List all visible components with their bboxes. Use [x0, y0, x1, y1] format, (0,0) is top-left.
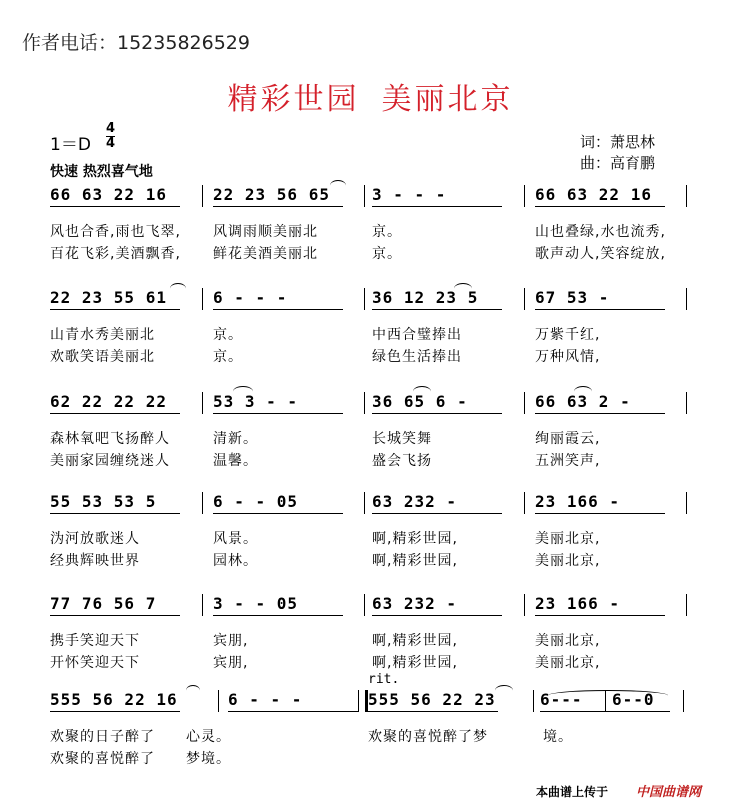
barline: [364, 392, 365, 414]
barline: [686, 288, 687, 310]
measure-notes: 6--0: [612, 690, 655, 709]
measure-notes: 62 22 22 22: [50, 392, 167, 411]
barline: [524, 492, 525, 514]
barline: [364, 594, 365, 616]
lyric-verse-1: 风调雨顺美丽北: [213, 224, 318, 240]
slur-mark: [454, 283, 472, 294]
lyric-verse-1: 山青水秀美丽北: [50, 327, 155, 343]
lyric-verse-1: 沩河放歌迷人: [50, 531, 140, 547]
beam-underline: [368, 711, 498, 712]
barline: [524, 594, 525, 616]
beam-underline: [535, 513, 665, 514]
beam-underline: [50, 513, 180, 514]
composer: 曲：高育鹏: [580, 154, 656, 172]
beam-underline: [50, 711, 180, 712]
measure-notes: 23 166 -: [535, 492, 621, 511]
tempo-marking: 快速 热烈喜气地: [50, 164, 153, 180]
lyric-verse-2: 梦境。: [186, 751, 231, 767]
barline: [364, 288, 365, 310]
lyric-verse-2: 欢歌笑语美丽北: [50, 349, 155, 365]
lyric-verse-1: 美丽北京,: [535, 531, 601, 547]
lyric-verse-1: 京。: [372, 224, 402, 240]
barline: [364, 492, 365, 514]
lyric-verse-2: 欢聚的喜悦醉了: [50, 751, 155, 767]
measure-notes: 55 53 53 5: [50, 492, 157, 511]
beam-underline: [372, 413, 502, 414]
measure-notes: 6 - - -: [228, 690, 303, 709]
barline: [524, 185, 525, 207]
lyric-verse-1: 风也合香,雨也飞翠,: [50, 224, 181, 240]
beam-underline: [213, 309, 343, 310]
credits: [580, 132, 655, 174]
measure-notes: 66 63 2 -: [535, 392, 631, 411]
lyric-verse-1: 宾朋,: [213, 633, 249, 649]
lyric-verse-1: 携手笑迎天下: [50, 633, 140, 649]
slur-mark: [413, 386, 431, 397]
beam-underline: [228, 711, 358, 712]
barline: [683, 690, 684, 712]
barline: [202, 492, 203, 514]
time-numerator: 4: [106, 121, 116, 136]
barline: [202, 288, 203, 310]
beam-underline: [535, 615, 665, 616]
barline: [202, 392, 203, 414]
author-phone: 作者电话：15235826529: [22, 32, 250, 54]
lyric-verse-1: 境。: [543, 729, 573, 745]
beam-underline: [535, 413, 665, 414]
lyricist: 词：萧思林: [580, 133, 656, 151]
song-title: [0, 74, 741, 118]
lyric-verse-1: 清新。: [213, 431, 258, 447]
barline: [686, 392, 687, 414]
title-part-1: 精彩世园: [227, 82, 360, 117]
barline: [524, 392, 525, 414]
beam-underline: [535, 309, 665, 310]
measure-notes: 6---: [540, 690, 583, 709]
barline: [218, 690, 219, 712]
lyric-verse-1: 万紫千红,: [535, 327, 601, 343]
slur-mark: [574, 386, 592, 397]
lyric-verse-2: 美丽北京,: [535, 655, 601, 671]
measure-notes: 3 - - 05: [213, 594, 299, 613]
barline: [202, 594, 203, 616]
site-logo: 中国曲谱网: [636, 785, 702, 800]
measure-notes: 36 65 6 -: [372, 392, 468, 411]
slur-mark: [495, 685, 513, 696]
lyric-verse-2: 万种风情,: [535, 349, 601, 365]
lyric-verse-1: 欢聚的喜悦醉了梦: [368, 729, 488, 745]
lyric-verse-2: 园林。: [213, 553, 258, 569]
lyric-verse-1: 欢聚的日子醉了: [50, 729, 155, 745]
lyric-verse-2: 盛会飞扬: [372, 453, 432, 469]
measure-notes: 67 53 -: [535, 288, 610, 307]
beam-underline: [372, 615, 502, 616]
slur-mark: [186, 685, 200, 696]
lyric-verse-2: 啊,精彩世园,: [372, 655, 458, 671]
lyric-verse-2: 温馨。: [213, 453, 258, 469]
lyric-verse-2: 美丽北京,: [535, 553, 601, 569]
barline: [533, 690, 534, 712]
beam-underline: [372, 206, 502, 207]
lyric-verse-2: 五洲笑声,: [535, 453, 601, 469]
lyric-verse-1: 长城笑舞: [372, 431, 432, 447]
lyric-verse-1: 风景。: [213, 531, 258, 547]
measure-notes: 6 - - -: [213, 288, 288, 307]
beam-underline: [535, 206, 665, 207]
barline: [686, 492, 687, 514]
lyric-verse-2: 歌声动人,笑容绽放,: [535, 246, 666, 262]
measure-notes: 36 12 23 5: [372, 288, 479, 307]
barline: [524, 288, 525, 310]
lyric-verse-1: 山也叠绿,水也流秀,: [535, 224, 666, 240]
slur-mark: [330, 180, 346, 191]
lyric-verse-1: 心灵。: [186, 729, 231, 745]
measure-notes: 66 63 22 16: [50, 185, 167, 204]
beam-underline: [50, 413, 180, 414]
measure-notes: 555 56 22 16: [50, 690, 178, 709]
time-signature: [106, 122, 115, 151]
ritardando-mark: rit.: [368, 672, 400, 687]
measure-notes: 555 56 22 23: [368, 690, 496, 709]
beam-underline: [213, 206, 343, 207]
lyric-verse-2: 宾朋,: [213, 655, 249, 671]
lyric-verse-2: 百花飞彩,美酒飘香,: [50, 246, 181, 262]
lyric-verse-1: 京。: [213, 327, 243, 343]
measure-notes: 63 232 -: [372, 492, 458, 511]
slur-mark: [233, 386, 253, 397]
lyric-verse-2: 开怀笑迎天下: [50, 655, 140, 671]
title-part-2: 美丽北京: [381, 82, 514, 117]
lyric-verse-2: 美丽家园缠绕迷人: [50, 453, 170, 469]
lyric-verse-1: 绚丽霞云,: [535, 431, 601, 447]
beam-underline: [372, 513, 502, 514]
measure-notes: 22 23 56 65: [213, 185, 330, 204]
measure-notes: 53 3 - -: [213, 392, 299, 411]
measure-notes: 23 166 -: [535, 594, 621, 613]
lyric-verse-2: 啊,精彩世园,: [372, 553, 458, 569]
barline: [686, 594, 687, 616]
slur-mark: [170, 283, 186, 294]
beam-underline: [372, 309, 502, 310]
barline: [202, 185, 203, 207]
slur-mark: [548, 690, 668, 701]
key-signature: 1＝D: [50, 135, 91, 155]
upload-note: 本曲谱上传于: [536, 785, 609, 799]
lyric-verse-1: 中西合璧捧出: [372, 327, 462, 343]
lyric-verse-2: 京。: [372, 246, 402, 262]
lyric-verse-2: 鲜花美酒美丽北: [213, 246, 318, 262]
beam-underline: [50, 615, 180, 616]
beam-underline: [213, 513, 343, 514]
lyric-verse-1: 啊,精彩世园,: [372, 633, 458, 649]
lyric-verse-2: 绿色生活捧出: [372, 349, 462, 365]
barline: [364, 185, 365, 207]
beam-underline: [213, 413, 343, 414]
lyric-verse-1: 美丽北京,: [535, 633, 601, 649]
measure-notes: 3 - - -: [372, 185, 447, 204]
lyric-verse-1: 啊,精彩世园,: [372, 531, 458, 547]
measure-notes: 77 76 56 7: [50, 594, 157, 613]
lyric-verse-2: 京。: [213, 349, 243, 365]
beam-underline: [50, 206, 180, 207]
beam-underline: [213, 615, 343, 616]
measure-notes: 22 23 55 61: [50, 288, 167, 307]
measure-notes: 63 232 -: [372, 594, 458, 613]
barline: [686, 185, 687, 207]
time-denominator: 4: [106, 136, 116, 151]
beam-underline: [50, 309, 180, 310]
lyric-verse-1: 森林氧吧飞扬醉人: [50, 431, 170, 447]
measure-notes: 66 63 22 16: [535, 185, 652, 204]
barline: [358, 690, 368, 712]
measure-notes: 6 - - 05: [213, 492, 299, 511]
lyric-verse-2: 经典辉映世界: [50, 553, 140, 569]
